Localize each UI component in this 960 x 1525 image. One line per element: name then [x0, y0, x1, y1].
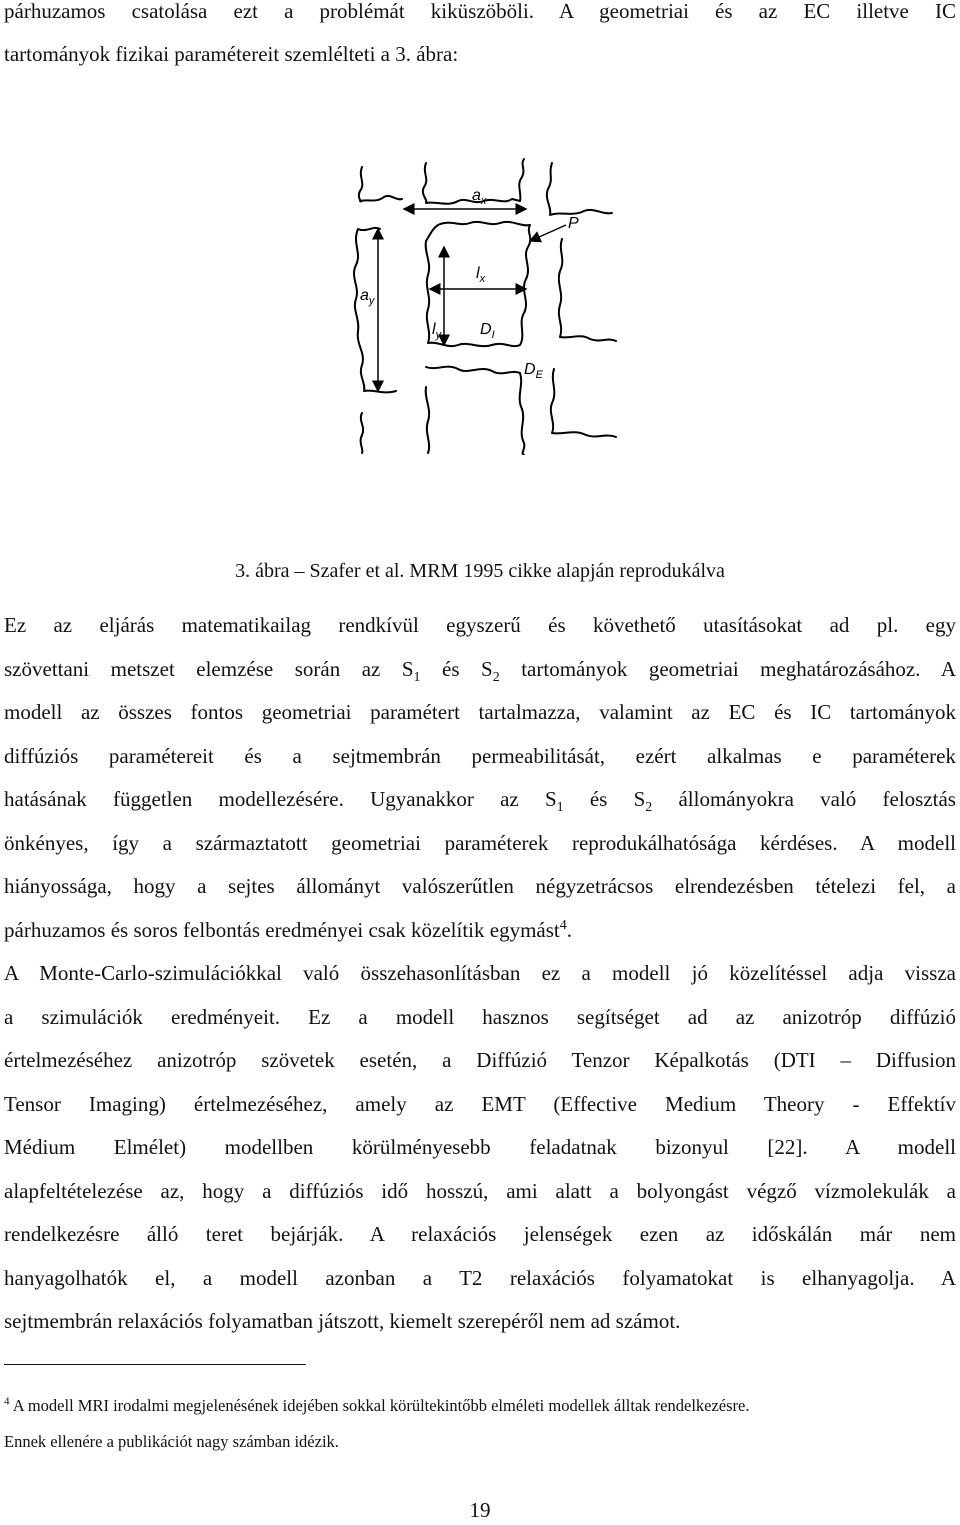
cell-wall [426, 367, 524, 455]
label-ly: $l_y$ [432, 321, 442, 342]
text-line: diffúziós paramétereit és a sejtmembrán permeabilitását, ezért alkalmas e paraméterek [4, 743, 956, 768]
text-line: hanyagolhatók el, a modell azonban a T2 relaxációs folyamatokat is elhanyagolja. A [4, 1265, 956, 1290]
text-line: A Monte-Carlo-szimulációkkal való összehasonlításban ez a modell jó közelítéssel adja vissza [4, 961, 956, 985]
text-line: értelmezéséhez anizotróp szövetek esetén, a Diffúzió Tenzor Képalkotás (DTI – Diffusion [4, 1048, 956, 1072]
cell-wall [354, 228, 396, 393]
footnote [4, 1388, 956, 1460]
label-ax: $a_x$ [472, 187, 487, 208]
text-line: párhuzamos és soros felbontás eredményei csak közelítik egymást$^4$. [4, 917, 572, 942]
text-line: sejtmembrán relaxációs folyamatban játszott, kiemelt szerepéről nem ad számot. [4, 1309, 681, 1333]
cell-wall [359, 167, 402, 202]
text-line: Médium Elmélet) modellben körülményesebb feladatnak bizonyul [22]. A modell [4, 1135, 956, 1159]
body-paragraph [4, 604, 956, 1344]
cell-wall [547, 163, 612, 215]
label-ay: $a_y$ [360, 287, 375, 308]
text-line: Ez az eljárás matematikailag rendkívül egyszerű és követhető utasításokat ad pl. egy [4, 613, 956, 637]
label-de: $D_E$ [524, 361, 543, 382]
figure-3-diagram [340, 155, 620, 455]
p-pointer-arrow [530, 225, 566, 241]
central-cell-wall [426, 222, 531, 346]
text-line: tartományok fizikai paramétereit szemlélteti a 3. ábra: [4, 42, 459, 66]
text-line: párhuzamos csatolása ezt a problémát kiküszöböli. A geometriai és az EC illetve IC [4, 0, 956, 23]
footnote-line: Ennek ellenére a publikációt nagy számban idézik. [4, 1432, 339, 1451]
cell-wall [559, 239, 616, 341]
text-line: alapfeltételezése az, hogy a diffúziós idő hosszú, ami alatt a bolyongást végző vízmolekulák a [4, 1178, 956, 1203]
footnote-separator [4, 1364, 306, 1365]
text-line: modell az összes fontos geometriai paramétert tartalmazza, valamint az EC és IC tartományok [4, 700, 956, 724]
intro-paragraph [4, 0, 956, 76]
text-line: hatásának független modellezésére. Ugyanakkor az $S_1$ és $S_2$ állományokra való felosztás [4, 787, 956, 816]
label-lx: $l_x$ [476, 265, 486, 286]
footnote-line: $^4$ A modell MRI irodalmi megjelenésének idejében sokkal körültekintőbb elméleti modellek álltak rendelkezésre. [4, 1395, 750, 1415]
text-line: önkényes, így a származtatott geometriai paraméterek reprodukálhatósága kérdéses. A modell [4, 830, 956, 855]
figure-caption: 3. ábra – Szafer et al. MRM 1995 cikke alapján reprodukálva [235, 560, 725, 582]
text-line: rendelkezésre álló teret bejárják. A relaxációs jelenségek ezen az időskálán már nem [4, 1222, 956, 1246]
cell-wall [551, 369, 616, 437]
footnote-mark: 4 [4, 1395, 10, 1408]
text-line: hiányossága, hogy a sejtes állományt valószerűtlen négyzetrácsos elrendezésben tételezi fel, a [4, 874, 956, 898]
label-di: $D_I$ [480, 321, 495, 342]
page-number: 19 [469, 1498, 491, 1522]
text-line: a szimulációk eredményeit. Ez a modell hasznos segítséget ad az anizotróp diffúzió [4, 1004, 956, 1029]
text-line: Tensor Imaging) értelmezéséhez, amely az EMT (Effective Medium Theory - Effektív [4, 1091, 956, 1116]
text-line: szövettani metszet elemzése során az $S_1$ és $S_2$ tartományok geometriai meghatározásához. A [4, 656, 956, 685]
cell-wall [361, 413, 364, 453]
label-p: P [568, 215, 579, 232]
cell-wall [426, 387, 429, 453]
